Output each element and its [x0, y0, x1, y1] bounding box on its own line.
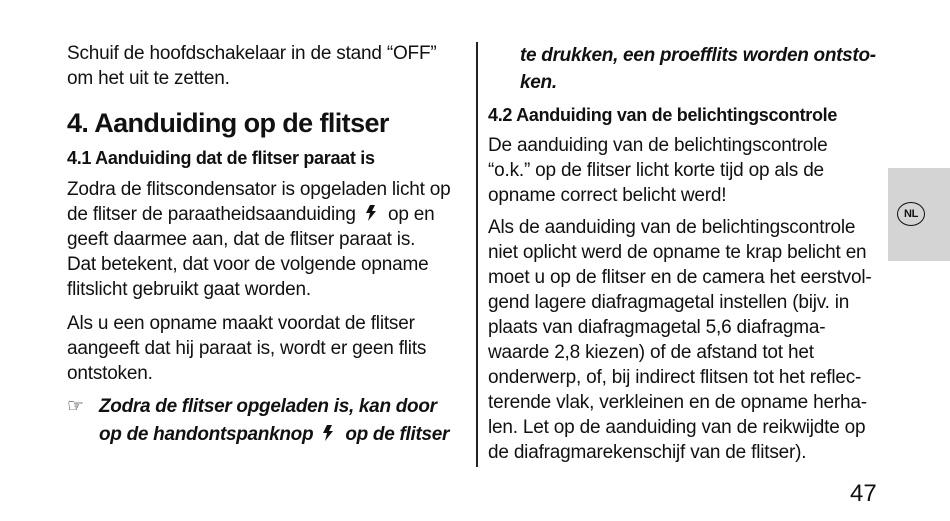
lightning-bolt-icon — [322, 425, 336, 441]
text-line: Als de aanduiding van de belichtingscontrole — [488, 217, 856, 238]
page-number: 47 — [850, 480, 877, 507]
text-line: geeft daarmee aan, dat de flitser paraat is. — [67, 229, 416, 250]
text-line: Als u een opname maakt voordat de flitser — [67, 313, 415, 334]
text-line: Zodra de flitscondensator is opgeladen licht op — [67, 179, 451, 200]
subsection-heading-4-1: 4.1 Aanduiding dat de flitser paraat is — [67, 148, 375, 168]
text-line: De aanduiding van de belichtingscontrole — [488, 135, 828, 156]
text-line: len. Let op de aanduiding van de reikwijdte op — [488, 417, 866, 438]
text-line: de diafragmarekenschijf van de flitser). — [488, 442, 807, 463]
text-line: waarde 2,8 kiezen) of de afstand tot het — [488, 342, 814, 363]
ready-indicator-paragraph — [67, 177, 467, 302]
pointing-hand-icon: ☞ — [67, 396, 84, 417]
text-line: opname correct belicht werd! — [488, 185, 727, 206]
text-line: ontstoken. — [67, 363, 153, 384]
text-line: terende vlak, verkleinen en de opname herha- — [488, 392, 867, 413]
text-line: ken. — [520, 72, 557, 93]
text-fragment: Zodra de flitser opgeladen is, kan door — [99, 396, 437, 417]
section-heading: 4. Aanduiding op de flitser — [67, 108, 389, 138]
not-ready-paragraph — [67, 311, 467, 386]
text-line: aangeeft dat hij paraat is, wordt er geen flits — [67, 338, 427, 359]
text-line: flitslicht gebruikt gaat worden. — [67, 279, 311, 300]
exposure-not-ok-paragraph — [488, 215, 886, 465]
text-line: niet oplicht werd de opname te krap belicht en — [488, 242, 867, 263]
text-line: Dat betekent, dat voor de volgende opname — [67, 254, 429, 275]
text-line: gend lagere diafragmagetal instellen (bijv. in — [488, 292, 850, 313]
text-fragment: op en — [387, 204, 435, 225]
text-line: om het uit te zetten. — [67, 68, 230, 89]
text-line: plaats van diafragmagetal 5,6 diafragma- — [488, 317, 826, 338]
text-line — [67, 421, 467, 449]
column-divider — [476, 42, 478, 467]
text-line: moet u op de flitser en de camera het eerstvol- — [488, 267, 872, 288]
text-fragment: de flitser de paraatheidsaanduiding — [67, 204, 356, 225]
exposure-ok-paragraph — [488, 133, 886, 208]
text-line: te drukken, een proefflits worden ontsto- — [520, 45, 876, 66]
intro-paragraph — [67, 41, 467, 91]
tip-continuation — [488, 42, 886, 96]
text-fragment: op de handontspanknop — [99, 424, 314, 445]
text-line: “o.k.” op de flitser licht korte tijd op als de — [488, 160, 824, 181]
language-badge: NL — [897, 202, 925, 226]
text-line — [67, 202, 467, 227]
lightning-bolt-icon — [365, 205, 379, 221]
tip-note — [67, 393, 467, 449]
text-line — [67, 393, 467, 421]
text-line: Schuif de hoofdschakelaar in de stand “OFF” — [67, 43, 437, 64]
subsection-heading-4-2: 4.2 Aanduiding van de belichtingscontrole — [488, 105, 838, 125]
text-line: onderwerp, of, bij indirect flitsen tot het reflec- — [488, 367, 862, 388]
text-fragment: op de flitser — [345, 424, 450, 445]
